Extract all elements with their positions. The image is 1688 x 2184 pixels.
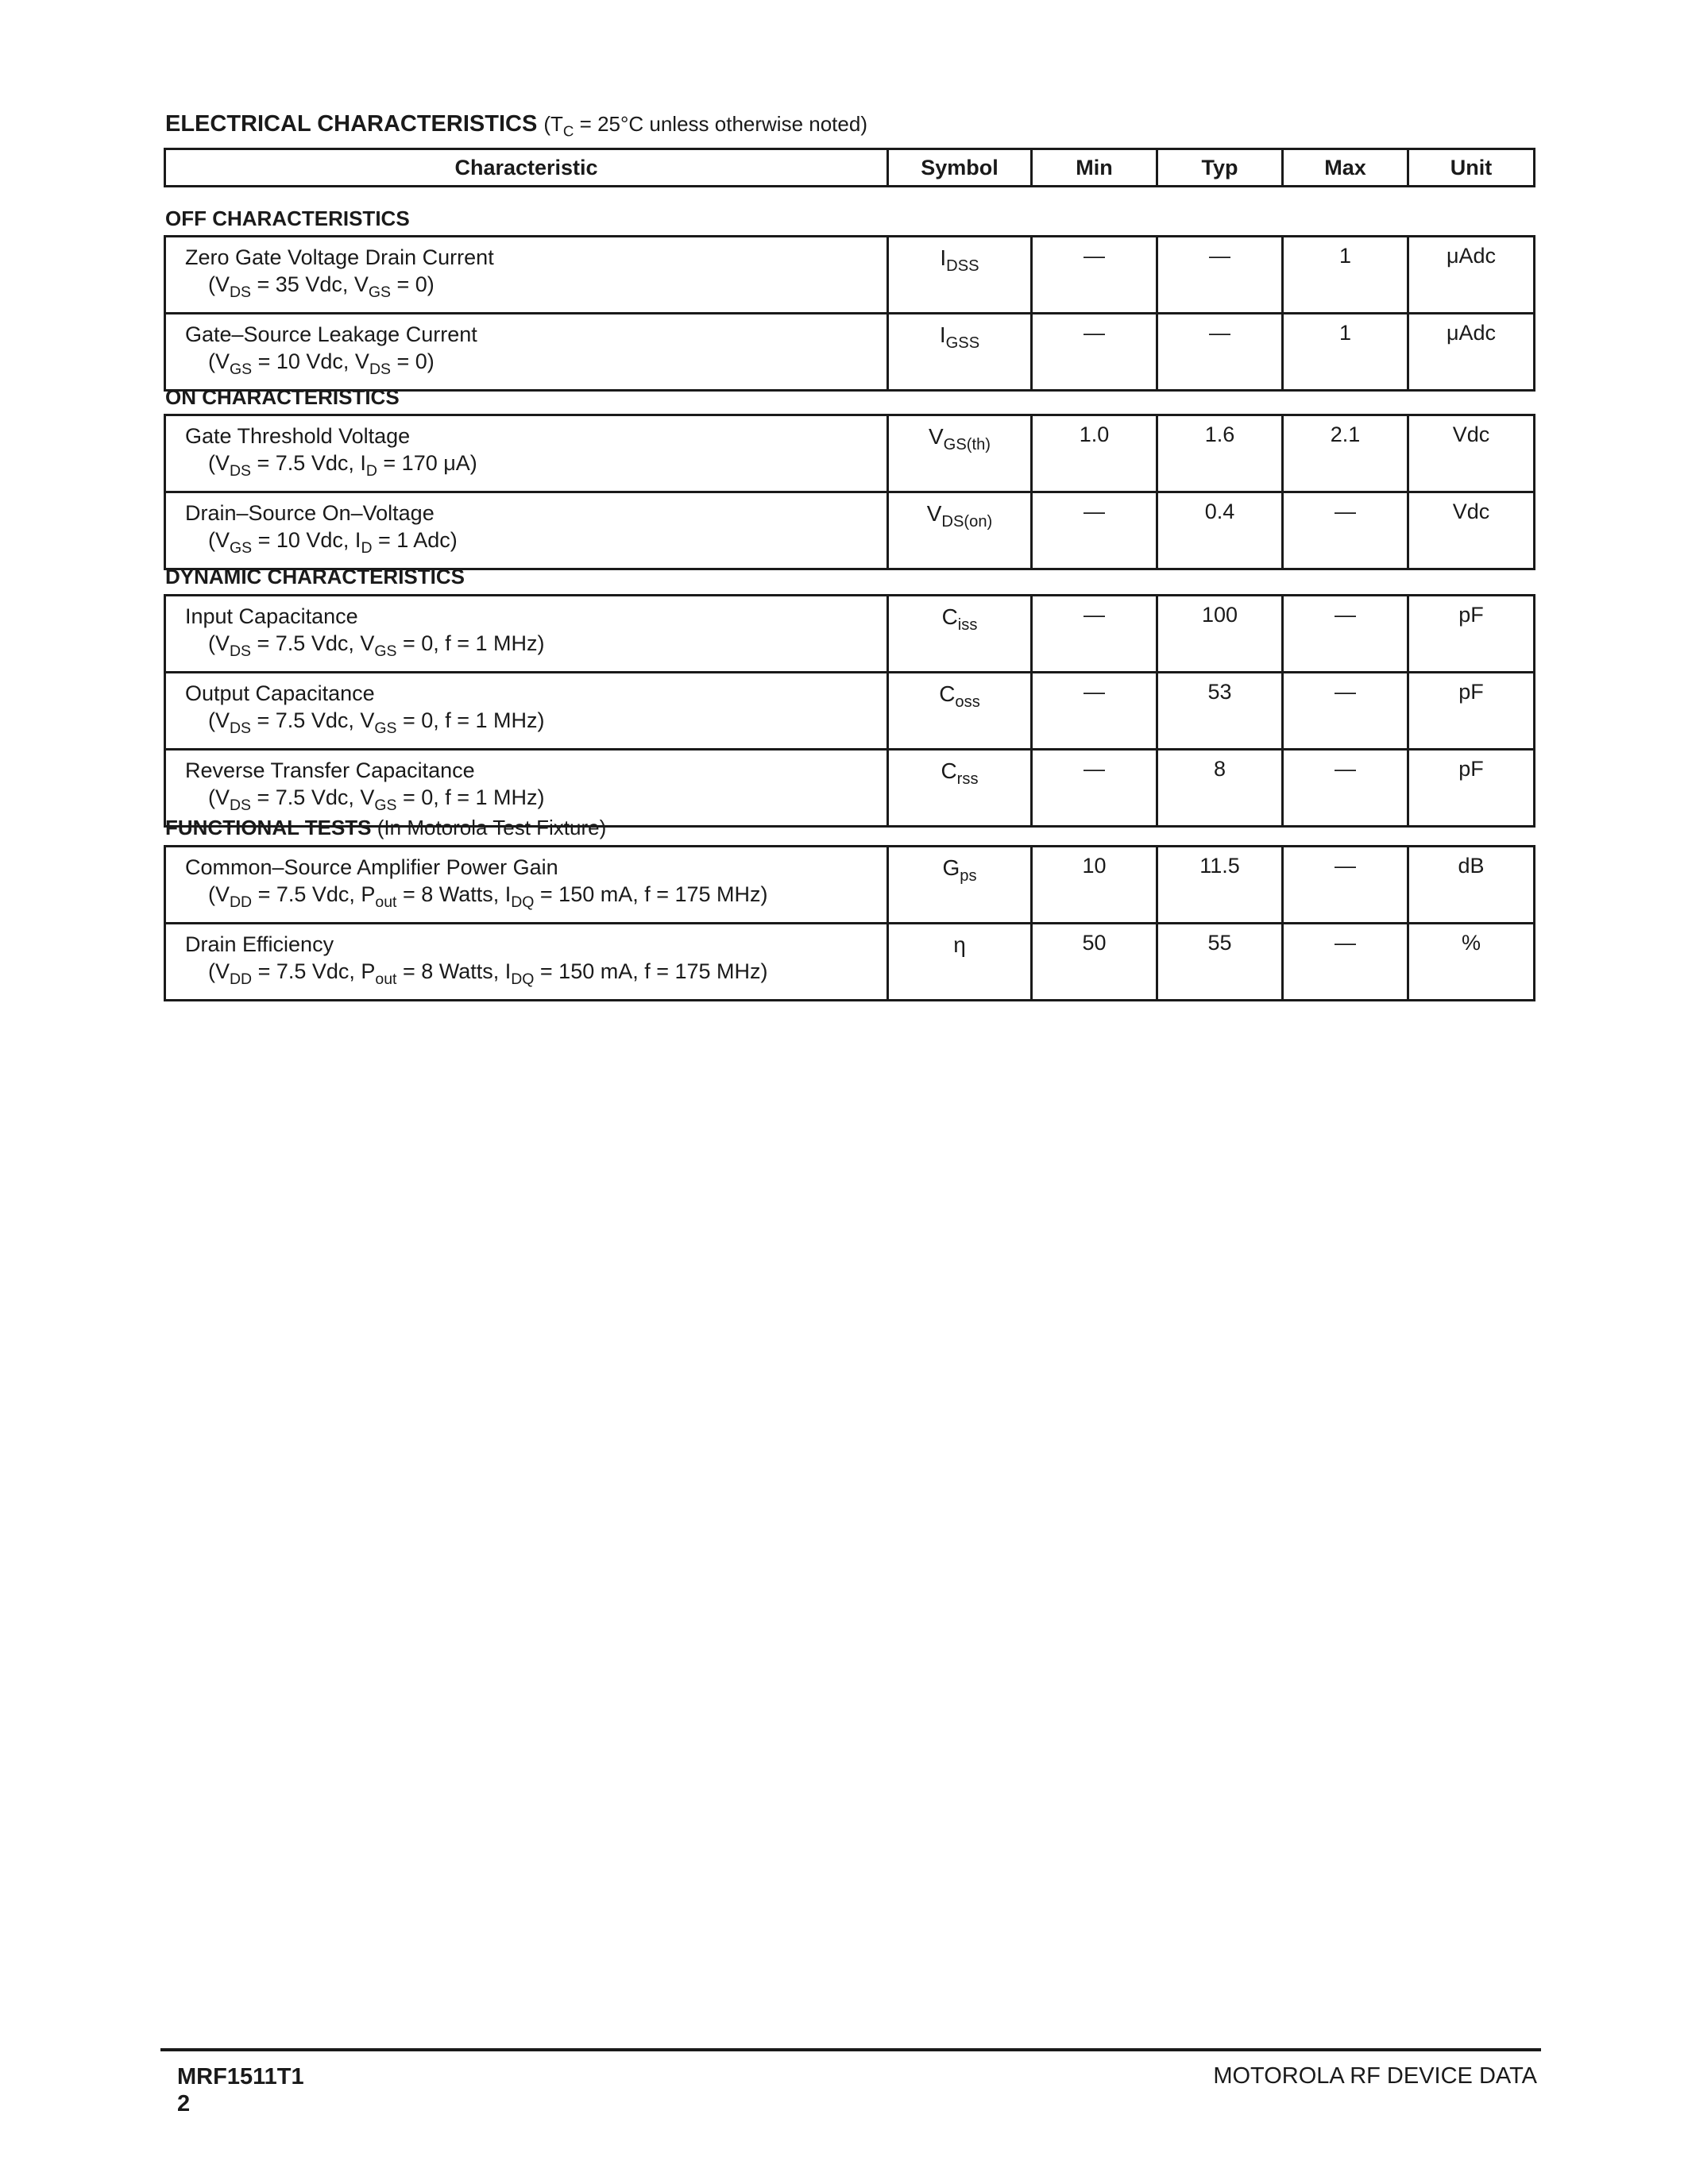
typ-value: — xyxy=(1157,237,1283,314)
characteristic-name: Zero Gate Voltage Drain Current xyxy=(185,245,494,269)
condition-text: = 7.5 Vdc, V xyxy=(251,785,375,809)
test-condition xyxy=(185,348,886,378)
table-row xyxy=(165,415,1535,492)
condition-text: (V xyxy=(208,349,230,373)
title-condition xyxy=(543,112,867,140)
on-table xyxy=(164,414,1535,570)
typ-value: — xyxy=(1157,314,1283,391)
symbol-sub: DS(on) xyxy=(941,513,993,531)
off-table xyxy=(164,235,1535,392)
condition-text: = 150 mA, f = 175 MHz) xyxy=(534,959,768,983)
condition-text: (V xyxy=(208,882,230,906)
typ-value: 100 xyxy=(1157,596,1283,673)
max-value: — xyxy=(1283,596,1408,673)
condition-text: (V xyxy=(208,528,230,552)
section-dynamic-label: DYNAMIC CHARACTERISTICS xyxy=(165,565,465,588)
characteristic-cell xyxy=(165,415,888,492)
section-functional-note: (In Motorola Test Fixture) xyxy=(377,816,607,839)
footer-left xyxy=(177,2063,304,2117)
condition-sub: D xyxy=(365,461,377,480)
min-value: — xyxy=(1032,673,1157,750)
symbol-letter: C xyxy=(941,758,957,783)
section-off-label: OFF CHARACTERISTICS xyxy=(165,206,410,230)
condition-sub: GS xyxy=(374,796,397,814)
max-value: — xyxy=(1283,750,1408,827)
condition-text: = 35 Vdc, V xyxy=(251,272,369,296)
header-max: Max xyxy=(1283,149,1408,187)
condition-text: = 0) xyxy=(390,349,435,373)
unit-value: Vdc xyxy=(1408,492,1535,569)
symbol-sub: GSS xyxy=(945,334,980,353)
footer-divider xyxy=(160,2048,1541,2051)
header-symbol: Symbol xyxy=(888,149,1032,187)
condition-text: (V xyxy=(208,451,230,475)
characteristic-cell xyxy=(165,237,888,314)
dynamic-table xyxy=(164,594,1535,828)
section-functional-label: FUNCTIONAL TESTS xyxy=(165,816,372,839)
symbol-cell xyxy=(888,847,1032,924)
condition-text: = 170 μA) xyxy=(377,451,477,475)
test-condition xyxy=(185,881,886,911)
characteristic-cell xyxy=(165,314,888,391)
unit-value: Vdc xyxy=(1408,415,1535,492)
test-condition xyxy=(185,271,886,301)
symbol-cell xyxy=(888,237,1032,314)
symbol-cell xyxy=(888,924,1032,1001)
symbol-cell xyxy=(888,673,1032,750)
condition-text: = 7.5 Vdc, V xyxy=(251,631,375,655)
max-value: — xyxy=(1283,847,1408,924)
symbol-letter: V xyxy=(926,501,942,526)
condition-text: (V xyxy=(208,785,230,809)
condition-sub: DS xyxy=(230,719,252,737)
min-value: — xyxy=(1032,750,1157,827)
header-characteristic: Characteristic xyxy=(165,149,888,187)
condition-sub: DS xyxy=(230,283,252,301)
min-value: 1.0 xyxy=(1032,415,1157,492)
table-row xyxy=(165,237,1535,314)
condition-text: = 7.5 Vdc, P xyxy=(252,959,376,983)
symbol-cell xyxy=(888,415,1032,492)
test-condition xyxy=(185,450,886,480)
condition-text: = 150 mA, f = 175 MHz) xyxy=(534,882,768,906)
symbol-sub: iss xyxy=(957,616,978,635)
page-title xyxy=(165,111,867,140)
characteristic-name: Gate–Source Leakage Current xyxy=(185,322,477,346)
condition-sub: DD xyxy=(230,893,253,911)
condition-text: = 8 Watts, I xyxy=(396,882,512,906)
section-dynamic xyxy=(165,565,465,589)
condition-sub: DQ xyxy=(511,893,535,911)
min-value: — xyxy=(1032,237,1157,314)
typ-value: 11.5 xyxy=(1157,847,1283,924)
section-off xyxy=(165,206,410,231)
footer-publication: MOTOROLA RF DEVICE DATA xyxy=(1213,2063,1537,2089)
characteristic-name: Drain–Source On–Voltage xyxy=(185,501,435,525)
symbol-cell xyxy=(888,750,1032,827)
condition-sub: DS xyxy=(369,360,391,378)
section-on-label: ON CHARACTERISTICS xyxy=(165,385,400,409)
condition-sub: D xyxy=(361,538,373,557)
symbol-letter: I xyxy=(939,322,946,347)
functional-table xyxy=(164,845,1535,1001)
condition-sub: GS xyxy=(368,283,391,301)
condition-text: = 7.5 Vdc, P xyxy=(252,882,376,906)
condition-text: = 1 Adc) xyxy=(372,528,458,552)
symbol-letter: I xyxy=(940,245,947,270)
header-unit: Unit xyxy=(1408,149,1535,187)
condition-sub: GS xyxy=(374,719,397,737)
characteristic-cell xyxy=(165,673,888,750)
characteristic-name: Drain Efficiency xyxy=(185,932,334,956)
unit-value: μAdc xyxy=(1408,314,1535,391)
condition-text: (V xyxy=(208,708,230,732)
title-main: ELECTRICAL CHARACTERISTICS xyxy=(165,111,538,137)
typ-value: 0.4 xyxy=(1157,492,1283,569)
header-min: Min xyxy=(1032,149,1157,187)
symbol-sub: ps xyxy=(960,867,977,886)
max-value: — xyxy=(1283,673,1408,750)
symbol-cell xyxy=(888,314,1032,391)
max-value: 2.1 xyxy=(1283,415,1408,492)
condition-sub: DS xyxy=(230,796,252,814)
page-number: 2 xyxy=(177,2091,191,2116)
header-typ: Typ xyxy=(1157,149,1283,187)
characteristic-cell xyxy=(165,492,888,569)
condition-text: = 10 Vdc, I xyxy=(252,528,361,552)
test-condition xyxy=(185,527,886,557)
condition-sub: DS xyxy=(230,642,252,660)
condition-sub: DS xyxy=(230,461,252,480)
characteristic-name: Output Capacitance xyxy=(185,681,375,705)
symbol-letter: η xyxy=(953,932,966,957)
symbol-letter: V xyxy=(928,424,944,449)
unit-value: dB xyxy=(1408,847,1535,924)
part-number: MRF1511T1 xyxy=(177,2064,304,2089)
table-row xyxy=(165,596,1535,673)
characteristic-name: Input Capacitance xyxy=(185,604,358,628)
symbol-sub: oss xyxy=(955,693,980,712)
typ-value: 1.6 xyxy=(1157,415,1283,492)
min-value: — xyxy=(1032,596,1157,673)
max-value: — xyxy=(1283,492,1408,569)
title-cond-suffix: = 25°C unless otherwise noted) xyxy=(574,112,867,136)
max-value: — xyxy=(1283,924,1408,1001)
condition-sub: GS xyxy=(230,538,253,557)
section-on xyxy=(165,385,400,410)
symbol-letter: C xyxy=(941,604,958,629)
condition-sub: GS xyxy=(374,642,397,660)
typ-value: 8 xyxy=(1157,750,1283,827)
table-row xyxy=(165,492,1535,569)
condition-sub: DD xyxy=(230,970,253,988)
condition-text: = 0, f = 1 MHz) xyxy=(396,708,545,732)
min-value: 50 xyxy=(1032,924,1157,1001)
min-value: — xyxy=(1032,492,1157,569)
table-row xyxy=(165,314,1535,391)
condition-text: = 0) xyxy=(390,272,435,296)
typ-value: 55 xyxy=(1157,924,1283,1001)
condition-text: = 0, f = 1 MHz) xyxy=(396,785,545,809)
header-table xyxy=(164,148,1535,187)
title-cond-sub: C xyxy=(562,122,574,140)
symbol-sub: DSS xyxy=(946,257,979,276)
condition-text: = 8 Watts, I xyxy=(396,959,512,983)
section-functional xyxy=(165,816,606,840)
test-condition xyxy=(185,707,886,737)
test-condition xyxy=(185,958,886,988)
condition-sub: GS xyxy=(230,360,253,378)
min-value: — xyxy=(1032,314,1157,391)
condition-text: = 7.5 Vdc, I xyxy=(251,451,366,475)
symbol-letter: C xyxy=(939,681,956,706)
characteristic-cell xyxy=(165,750,888,827)
characteristic-name: Reverse Transfer Capacitance xyxy=(185,758,475,782)
symbol-sub: GS(th) xyxy=(943,436,991,454)
test-condition xyxy=(185,630,886,660)
symbol-letter: G xyxy=(942,855,960,880)
test-condition xyxy=(185,784,886,814)
condition-sub: out xyxy=(375,893,397,911)
characteristic-name: Gate Threshold Voltage xyxy=(185,424,411,448)
symbol-sub: rss xyxy=(956,770,979,789)
characteristic-cell xyxy=(165,924,888,1001)
condition-text: (V xyxy=(208,959,230,983)
typ-value: 53 xyxy=(1157,673,1283,750)
table-row xyxy=(165,847,1535,924)
characteristic-cell xyxy=(165,596,888,673)
condition-text: = 7.5 Vdc, V xyxy=(251,708,375,732)
unit-value: % xyxy=(1408,924,1535,1001)
unit-value: μAdc xyxy=(1408,237,1535,314)
characteristic-name: Common–Source Amplifier Power Gain xyxy=(185,855,558,879)
unit-value: pF xyxy=(1408,750,1535,827)
unit-value: pF xyxy=(1408,673,1535,750)
max-value: 1 xyxy=(1283,314,1408,391)
condition-text: (V xyxy=(208,631,230,655)
table-row xyxy=(165,673,1535,750)
min-value: 10 xyxy=(1032,847,1157,924)
symbol-cell xyxy=(888,492,1032,569)
condition-text: = 10 Vdc, V xyxy=(252,349,369,373)
unit-value: pF xyxy=(1408,596,1535,673)
table-row xyxy=(165,750,1535,827)
table-row xyxy=(165,924,1535,1001)
condition-text: = 0, f = 1 MHz) xyxy=(396,631,545,655)
condition-sub: DQ xyxy=(511,970,535,988)
max-value: 1 xyxy=(1283,237,1408,314)
characteristic-cell xyxy=(165,847,888,924)
condition-text: (V xyxy=(208,272,230,296)
symbol-cell xyxy=(888,596,1032,673)
condition-sub: out xyxy=(375,970,397,988)
title-cond-prefix: (T xyxy=(543,112,563,136)
